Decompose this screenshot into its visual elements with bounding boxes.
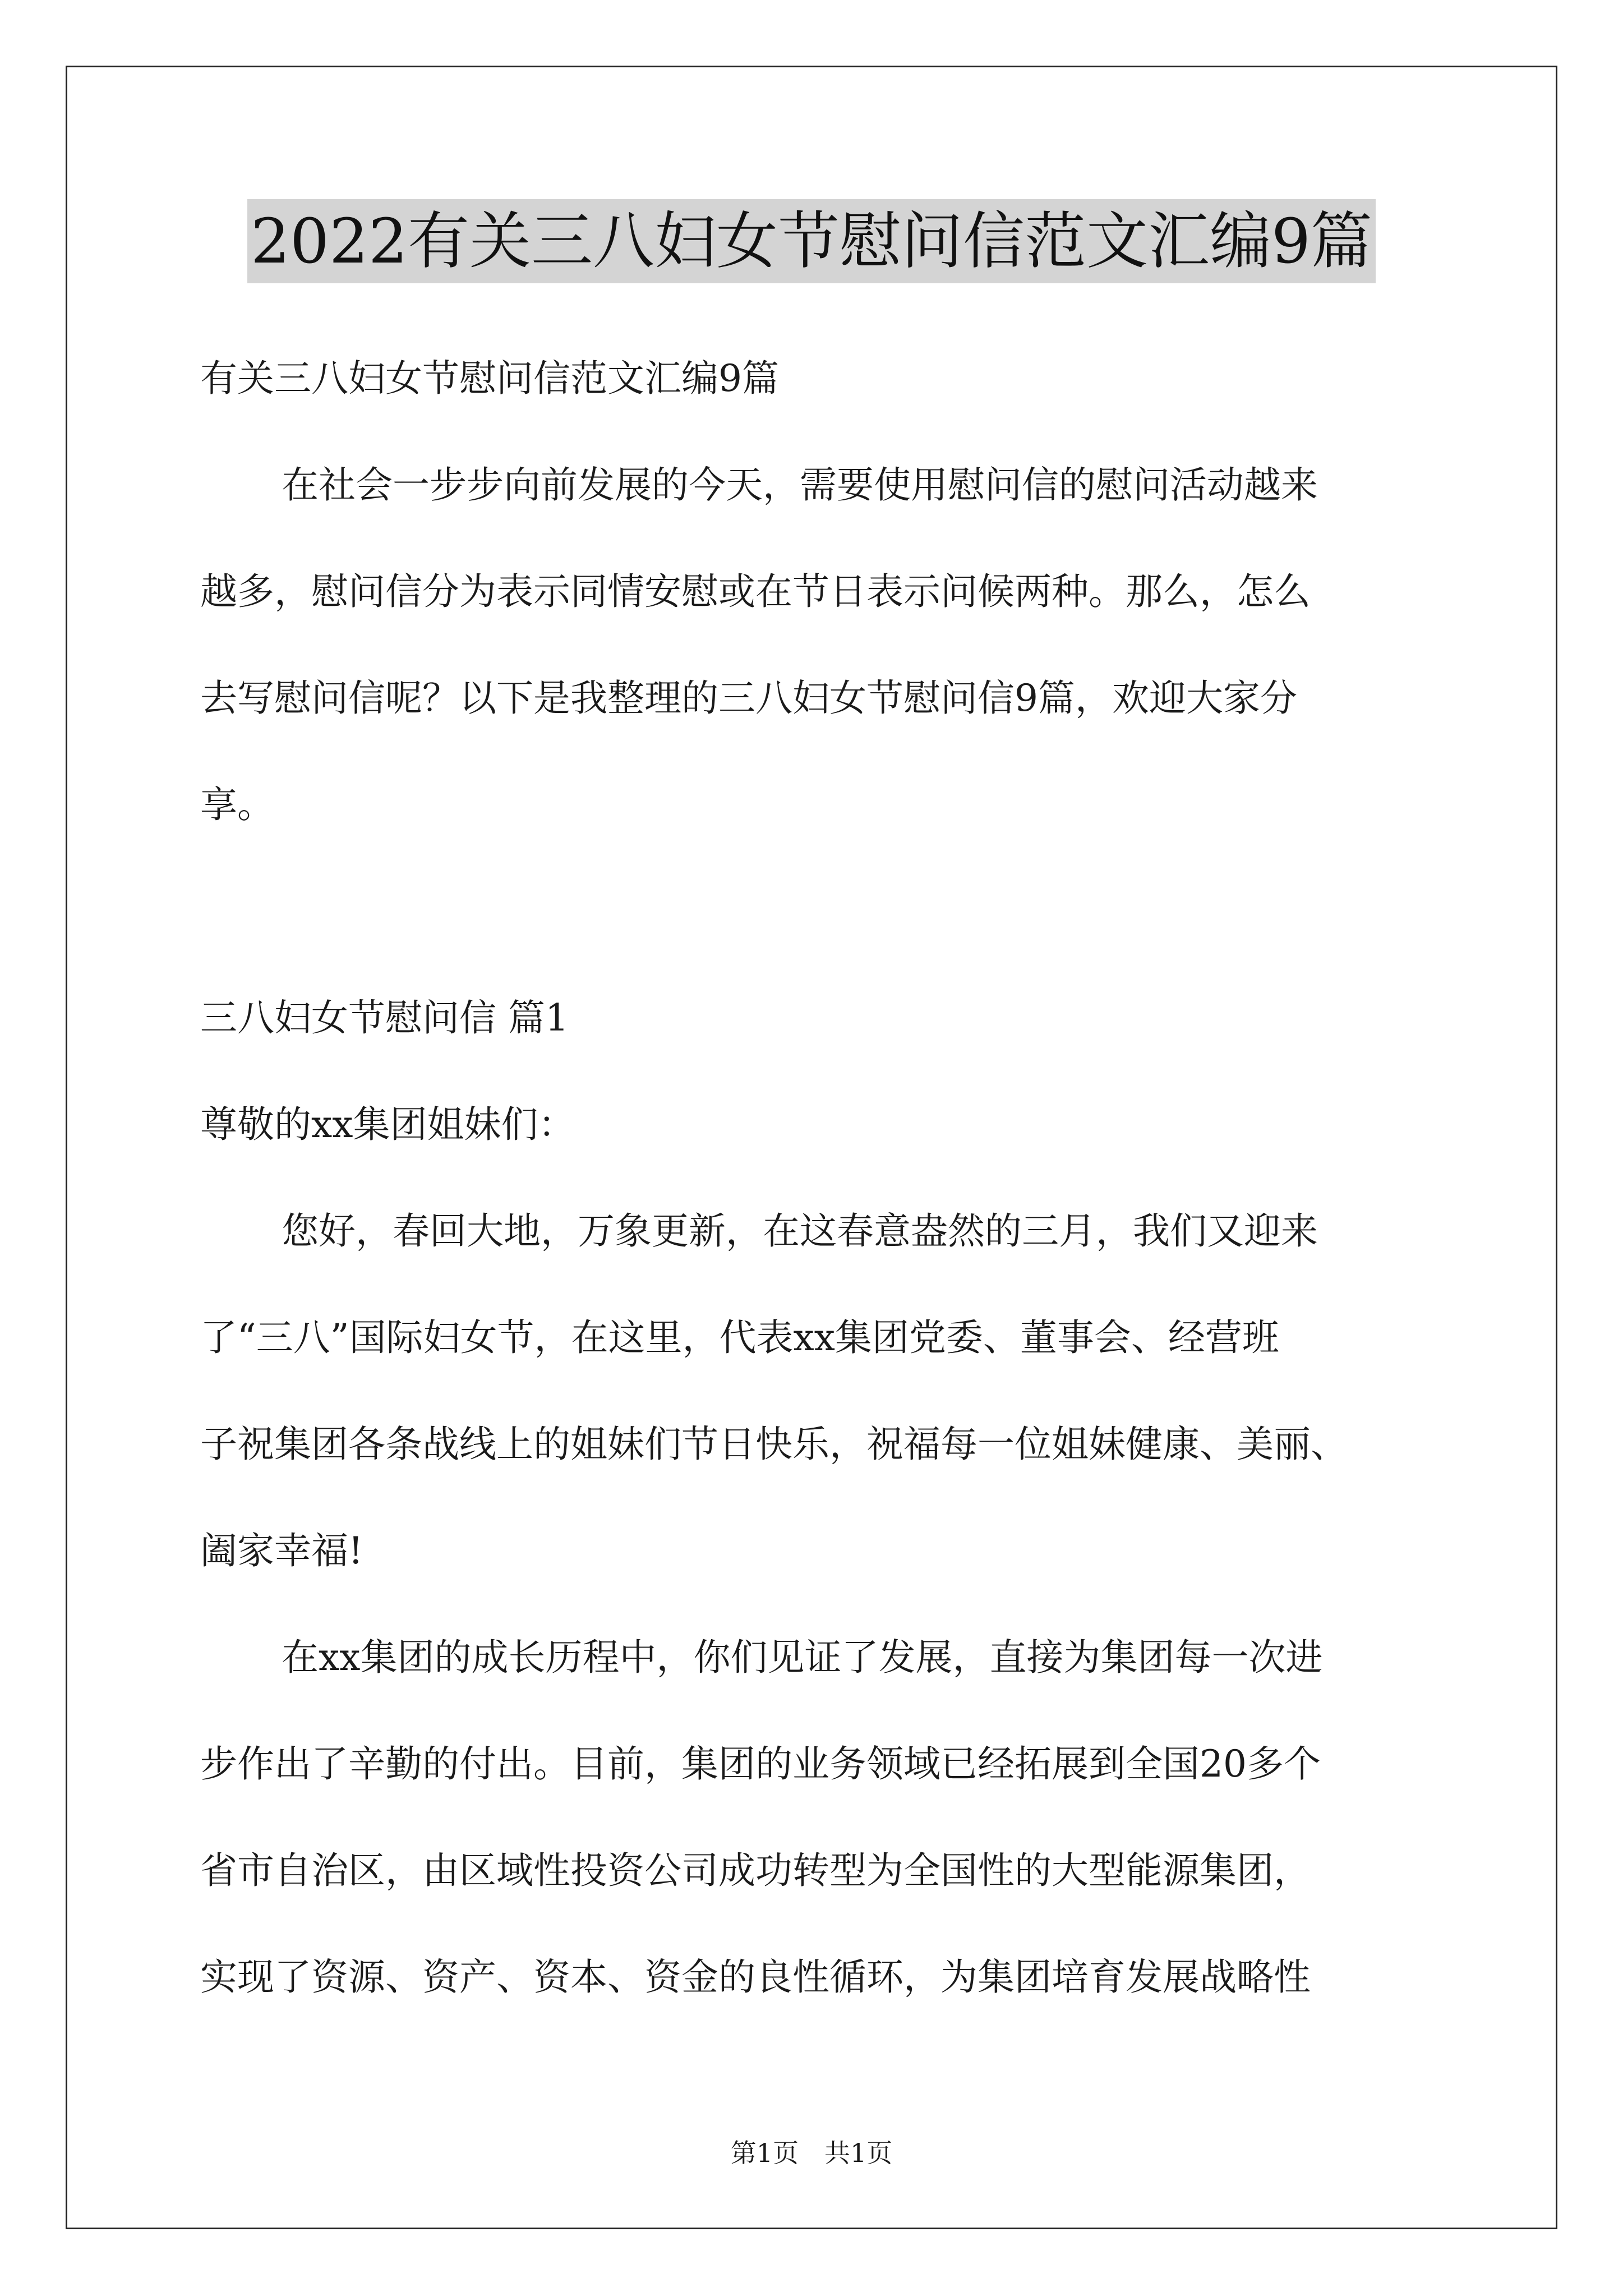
document-title: 2022有关三八妇女节慰问信范文汇编9篇: [247, 199, 1376, 283]
paragraph-line: 子祝集团各条战线上的姐妹们节日快乐，祝福每一位姐妹健康、美丽、: [200, 1423, 1348, 1466]
section-heading: 三八妇女节慰问信 篇1: [200, 996, 569, 1039]
paragraph-line: 实现了资源、资产、资本、资金的良性循环，为集团培育发展战略性: [200, 1955, 1311, 1999]
paragraph-line: 您好，春回大地，万象更新，在这春意盎然的三月，我们又迎来: [282, 1209, 1318, 1253]
paragraph-line: 在xx集团的成长历程中，你们见证了发展，直接为集团每一次进: [282, 1636, 1323, 1679]
title-container: [0, 199, 1623, 283]
paragraph-line: 享。: [200, 783, 274, 826]
salutation-line: 尊敬的xx集团姐妹们：: [200, 1103, 575, 1146]
paragraph-line: 了“三八”国际妇女节，在这里，代表xx集团党委、董事会、经营班: [200, 1316, 1279, 1359]
paragraph-line: 在社会一步步向前发展的今天，需要使用慰问信的慰问活动越来: [282, 463, 1318, 507]
subtitle-line: 有关三八妇女节慰问信范文汇编9篇: [200, 357, 779, 400]
paragraph-line: 去写慰问信呢？以下是我整理的三八妇女节慰问信9篇，欢迎大家分: [200, 677, 1297, 720]
page-footer: 第1页 共1页: [730, 2138, 893, 2168]
paragraph-line: 越多，慰问信分为表示同情安慰或在节日表示问候两种。那么，怎么: [200, 570, 1311, 613]
paragraph-line: 步作出了辛勤的付出。目前，集团的业务领域已经拓展到全国20多个: [200, 1742, 1321, 1786]
paragraph-line: 省市自治区，由区域性投资公司成功转型为全国性的大型能源集团，: [200, 1849, 1311, 1892]
paragraph-line: 阖家幸福!: [200, 1529, 363, 1572]
